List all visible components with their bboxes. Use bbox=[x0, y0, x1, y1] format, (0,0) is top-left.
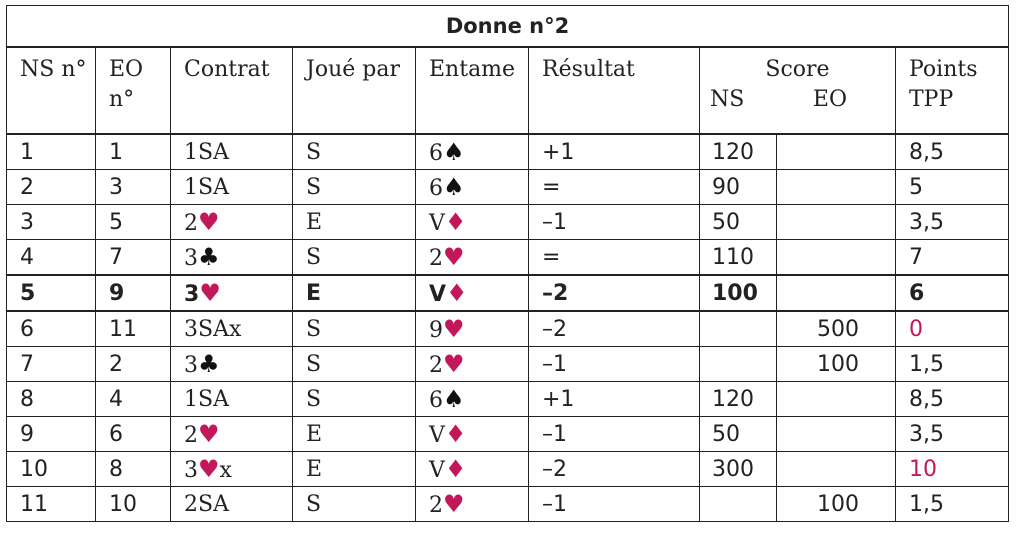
contrat-level: 3SAx bbox=[184, 316, 242, 342]
cell-joue-par: E bbox=[293, 275, 416, 311]
cell-ns: 10 bbox=[7, 452, 96, 487]
cell-ns: 2 bbox=[7, 170, 96, 205]
diamond-icon: ♦ bbox=[444, 455, 467, 483]
contrat-level: 1SA bbox=[184, 174, 229, 200]
cell-score-ns: 100 bbox=[700, 275, 777, 311]
points-value: 1,5 bbox=[909, 491, 944, 517]
heart-icon: ♥ bbox=[443, 243, 465, 271]
contrat-level: 3 bbox=[184, 353, 198, 378]
header-eo-line1: EO bbox=[109, 57, 144, 82]
cell-contrat bbox=[171, 452, 293, 487]
cell-contrat bbox=[171, 487, 293, 522]
header-points-line1: Points bbox=[909, 57, 978, 82]
points-value: 0 bbox=[909, 316, 923, 342]
table-title: Donne n°2 bbox=[7, 6, 1009, 48]
header-entame: Entame bbox=[416, 47, 529, 134]
cell-joue-par: E bbox=[293, 452, 416, 487]
contrat-level: 1SA bbox=[184, 139, 229, 165]
cell-score-ns bbox=[700, 487, 777, 522]
heart-icon: ♥ bbox=[198, 455, 220, 483]
spade-icon: ♠ bbox=[443, 385, 465, 413]
cell-score-eo bbox=[777, 452, 896, 487]
cell-contrat bbox=[171, 382, 293, 417]
cell-resultat: –1 bbox=[529, 487, 700, 522]
header-contrat: Contrat bbox=[171, 47, 293, 134]
cell-resultat: –1 bbox=[529, 347, 700, 382]
entame-rank: V bbox=[429, 211, 445, 236]
cell-entame bbox=[416, 170, 529, 205]
entame-rank: 9 bbox=[429, 318, 443, 343]
header-eo-line2: n° bbox=[109, 87, 135, 112]
header-resultat: Résultat bbox=[529, 47, 700, 134]
header-points-line2: TPP bbox=[909, 87, 954, 112]
cell-eo: 6 bbox=[96, 417, 171, 452]
cell-points bbox=[896, 347, 1009, 382]
cell-score-ns: 90 bbox=[700, 170, 777, 205]
cell-score-eo bbox=[777, 205, 896, 240]
cell-joue-par: S bbox=[293, 240, 416, 276]
entame-rank: 2 bbox=[429, 493, 443, 518]
entame-rank: 6 bbox=[429, 388, 443, 413]
header-joue-par: Joué par bbox=[293, 47, 416, 134]
cell-score-ns: 120 bbox=[700, 134, 777, 170]
cell-contrat bbox=[171, 170, 293, 205]
cell-eo: 4 bbox=[96, 382, 171, 417]
points-value: 5 bbox=[909, 174, 923, 200]
cell-joue-par: E bbox=[293, 205, 416, 240]
cell-ns: 5 bbox=[7, 275, 96, 311]
cell-score-eo bbox=[777, 240, 896, 276]
cell-score-eo bbox=[777, 134, 896, 170]
cell-ns: 7 bbox=[7, 347, 96, 382]
cell-resultat: –2 bbox=[529, 452, 700, 487]
table-row bbox=[7, 170, 1009, 205]
cell-score-ns: 120 bbox=[700, 382, 777, 417]
diamond-icon: ♦ bbox=[444, 420, 467, 448]
cell-contrat bbox=[171, 347, 293, 382]
cell-ns: 11 bbox=[7, 487, 96, 522]
contrat-level: 3 bbox=[184, 458, 198, 483]
header-ns: NS n° bbox=[7, 47, 96, 134]
cell-entame bbox=[416, 311, 529, 347]
cell-score-eo bbox=[777, 417, 896, 452]
cell-eo: 10 bbox=[96, 487, 171, 522]
cell-score-ns bbox=[700, 311, 777, 347]
points-value: 3,5 bbox=[909, 209, 944, 235]
cell-resultat: = bbox=[529, 240, 700, 276]
cell-contrat bbox=[171, 311, 293, 347]
cell-points bbox=[896, 382, 1009, 417]
cell-points bbox=[896, 417, 1009, 452]
cell-entame bbox=[416, 134, 529, 170]
club-icon: ♣ bbox=[198, 243, 220, 271]
entame-rank: 6 bbox=[429, 176, 443, 201]
table-row bbox=[7, 240, 1009, 276]
header-score-label: Score bbox=[765, 57, 830, 82]
header-row bbox=[7, 47, 1009, 134]
entame-rank: V bbox=[429, 458, 445, 483]
cell-eo: 5 bbox=[96, 205, 171, 240]
points-value: 3,5 bbox=[909, 421, 944, 447]
entame-rank: 2 bbox=[429, 246, 443, 271]
cell-eo: 1 bbox=[96, 134, 171, 170]
cell-ns: 8 bbox=[7, 382, 96, 417]
cell-eo: 3 bbox=[96, 170, 171, 205]
heart-icon: ♥ bbox=[199, 279, 221, 307]
cell-contrat bbox=[171, 134, 293, 170]
contrat-double: x bbox=[219, 458, 232, 483]
table-row bbox=[7, 382, 1009, 417]
points-value: 1,5 bbox=[909, 351, 944, 377]
points-value: 8,5 bbox=[909, 139, 944, 165]
cell-resultat: –2 bbox=[529, 311, 700, 347]
cell-joue-par: S bbox=[293, 134, 416, 170]
cell-contrat bbox=[171, 417, 293, 452]
table-row bbox=[7, 205, 1009, 240]
heart-icon: ♥ bbox=[443, 350, 465, 378]
cell-resultat: –1 bbox=[529, 417, 700, 452]
table-row bbox=[7, 275, 1009, 311]
points-value: 6 bbox=[909, 280, 925, 306]
header-points bbox=[896, 47, 1009, 134]
cell-resultat: –1 bbox=[529, 205, 700, 240]
points-value: 7 bbox=[909, 244, 923, 270]
cell-resultat: +1 bbox=[529, 382, 700, 417]
cell-ns: 4 bbox=[7, 240, 96, 276]
diamond-icon: ♦ bbox=[444, 208, 467, 236]
header-score-eo: EO bbox=[812, 87, 847, 112]
heart-icon: ♥ bbox=[443, 315, 465, 343]
cell-contrat bbox=[171, 240, 293, 276]
cell-eo: 2 bbox=[96, 347, 171, 382]
cell-points bbox=[896, 240, 1009, 276]
cell-ns: 6 bbox=[7, 311, 96, 347]
cell-resultat: –2 bbox=[529, 275, 700, 311]
entame-rank: V bbox=[429, 423, 445, 448]
points-value: 8,5 bbox=[909, 386, 944, 412]
header-eo bbox=[96, 47, 171, 134]
cell-joue-par: S bbox=[293, 311, 416, 347]
cell-ns: 3 bbox=[7, 205, 96, 240]
cell-eo: 11 bbox=[96, 311, 171, 347]
table-row bbox=[7, 347, 1009, 382]
cell-points bbox=[896, 275, 1009, 311]
contrat-level: 2 bbox=[184, 423, 198, 448]
table-row bbox=[7, 452, 1009, 487]
heart-icon: ♥ bbox=[198, 208, 220, 236]
cell-entame bbox=[416, 275, 529, 311]
cell-resultat: = bbox=[529, 170, 700, 205]
contrat-level: 2 bbox=[184, 211, 198, 236]
header-score bbox=[700, 47, 896, 134]
entame-rank: 6 bbox=[429, 141, 443, 166]
spade-icon: ♠ bbox=[443, 173, 465, 201]
cell-ns: 1 bbox=[7, 134, 96, 170]
cell-score-ns: 50 bbox=[700, 205, 777, 240]
cell-points bbox=[896, 205, 1009, 240]
cell-score-eo bbox=[777, 275, 896, 311]
cell-joue-par: S bbox=[293, 170, 416, 205]
cell-score-ns: 110 bbox=[700, 240, 777, 276]
cell-entame bbox=[416, 347, 529, 382]
cell-contrat bbox=[171, 205, 293, 240]
header-score-ns: NS bbox=[710, 87, 745, 112]
cell-points bbox=[896, 311, 1009, 347]
contrat-level: 3 bbox=[184, 246, 198, 271]
table-row bbox=[7, 417, 1009, 452]
cell-score-ns: 300 bbox=[700, 452, 777, 487]
cell-resultat: +1 bbox=[529, 134, 700, 170]
cell-score-ns: 50 bbox=[700, 417, 777, 452]
heart-icon: ♥ bbox=[198, 420, 220, 448]
cell-points bbox=[896, 134, 1009, 170]
entame-rank: 2 bbox=[429, 353, 443, 378]
cell-joue-par: S bbox=[293, 382, 416, 417]
cell-score-eo: 500 bbox=[777, 311, 896, 347]
cell-score-eo bbox=[777, 170, 896, 205]
points-value: 10 bbox=[909, 456, 937, 482]
cell-eo: 7 bbox=[96, 240, 171, 276]
table-row bbox=[7, 311, 1009, 347]
cell-joue-par: E bbox=[293, 417, 416, 452]
contrat-level: 2SA bbox=[184, 491, 229, 517]
cell-score-eo: 100 bbox=[777, 487, 896, 522]
cell-entame bbox=[416, 382, 529, 417]
cell-contrat bbox=[171, 275, 293, 311]
cell-joue-par: S bbox=[293, 347, 416, 382]
cell-points bbox=[896, 452, 1009, 487]
cell-points bbox=[896, 170, 1009, 205]
cell-entame bbox=[416, 487, 529, 522]
contrat-level: 1SA bbox=[184, 386, 229, 412]
cell-score-eo: 100 bbox=[777, 347, 896, 382]
cell-joue-par: S bbox=[293, 487, 416, 522]
cell-score-eo bbox=[777, 382, 896, 417]
cell-entame bbox=[416, 417, 529, 452]
diamond-icon: ♦ bbox=[446, 279, 468, 307]
cell-score-ns bbox=[700, 347, 777, 382]
contrat-level: 3 bbox=[184, 282, 200, 307]
heart-icon: ♥ bbox=[443, 490, 465, 518]
table-row bbox=[7, 134, 1009, 170]
spade-icon: ♠ bbox=[443, 138, 465, 166]
cell-eo: 8 bbox=[96, 452, 171, 487]
cell-entame bbox=[416, 240, 529, 276]
club-icon: ♣ bbox=[198, 350, 220, 378]
entame-rank: V bbox=[429, 282, 447, 307]
cell-eo: 9 bbox=[96, 275, 171, 311]
results-table bbox=[6, 5, 1009, 522]
cell-entame bbox=[416, 205, 529, 240]
table-row bbox=[7, 487, 1009, 522]
cell-points bbox=[896, 487, 1009, 522]
cell-entame bbox=[416, 452, 529, 487]
cell-ns: 9 bbox=[7, 417, 96, 452]
